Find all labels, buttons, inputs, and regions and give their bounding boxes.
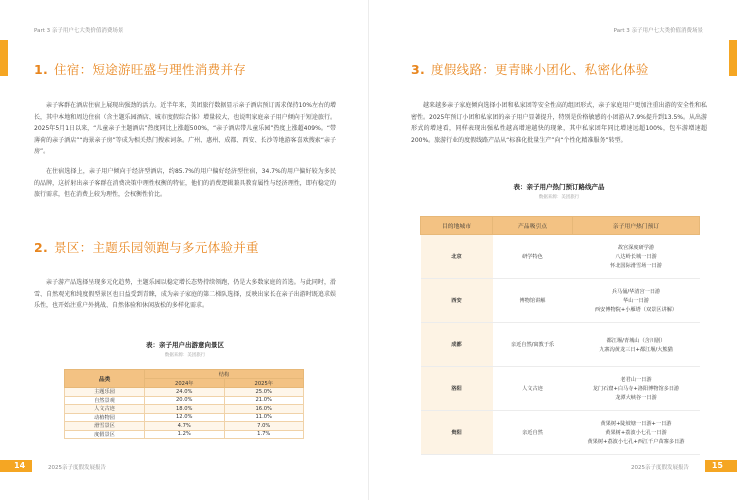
- table-cell-routes: [573, 279, 700, 323]
- table-cell-category: 度假景区: [65, 430, 145, 439]
- table-cell-city: 成都: [421, 323, 493, 367]
- route-item: 龙门石窟+白马寺+洛阳博物馆多日游: [592, 386, 680, 392]
- table-cell-2025: 11.0%: [224, 413, 304, 422]
- table-cell-routes: [573, 411, 700, 455]
- table-cell-routes: [573, 323, 700, 367]
- table-cell-feature: 博物馆讲解: [493, 279, 573, 323]
- table-row: [65, 430, 304, 439]
- route-item: 兵马俑/华清宫一日游: [611, 289, 661, 295]
- route-item: 八达岭长城一日游: [615, 254, 657, 260]
- route-item: 九寨沟黄龙三日+都江堰/大熊猫: [599, 346, 673, 353]
- table-row: [65, 396, 304, 405]
- table-cell-category: 动植物园: [65, 413, 145, 422]
- table-row: [421, 411, 700, 455]
- left-page: [0, 0, 368, 500]
- section-3-paragraph-1: 越来越多亲子家庭倾向选择小团和私家团等安全性高的组团形式，亲子家庭用户更加注重出游的安全性和私密性。2025年预订小团和私家团的亲子用户显著提升，特别是价格敏感的小团游从7.9%提升到13.5%。从出游形式的增速看，同样表现出强私性越高增速越快的现象，其中私家团年同比增速远超100%，包车游增速超200%。旅游行业的度假线路产品从“标准化批量生产”向“个性化精准服务”转型。: [411, 102, 707, 144]
- table-2-header-feature: 产品吸引点: [493, 217, 573, 235]
- table-cell-2025: 21.0%: [224, 396, 304, 405]
- table-cell-2024: 18.0%: [145, 405, 225, 414]
- route-item: 华山一日游: [623, 298, 649, 304]
- section-3-heading: 度假线路：更青睐小团化、私密化体验: [431, 62, 649, 77]
- section-2-number: 2.: [34, 240, 49, 255]
- route-item: 故宫深度研学游: [617, 245, 655, 251]
- table-cell-routes: [573, 235, 700, 279]
- page-header-right: Part 3 亲子用户七大类价值消费场景: [613, 28, 703, 34]
- table-cell-category: 主题乐园: [65, 388, 145, 397]
- table-row: [421, 323, 700, 367]
- route-item: 怀北国际滑雪场一日游: [610, 263, 662, 269]
- route-products-table: [420, 216, 700, 455]
- table-2-source: 数据来源：美团旅行: [538, 195, 580, 200]
- route-item: 黄果树+荔波小七孔一日游: [605, 430, 667, 436]
- table-cell-2025: 1.7%: [224, 430, 304, 439]
- table-row: [421, 235, 700, 279]
- table-cell-category: 人文古迹: [65, 405, 145, 414]
- route-item: 黄果树+陡坡塘一日游+一日游: [600, 421, 672, 427]
- table-cell-2025: 7.0%: [224, 422, 304, 431]
- table-cell-2025: 16.0%: [224, 405, 304, 414]
- header-accent-bar: [0, 40, 8, 76]
- section-1-paragraph-1: 亲子客群在酒店住宿上展现出强劲的活力。近半年来，美团旅行数据显示亲子酒店预订需求保持10%左右的增长，其中本地和周边住宿（含主题乐园酒店、城市度假综合体）增量较大，也说明家庭亲子用户倾向于短途旅行。2025年5月1日以来，“儿童亲子主题酒店”热度同比上涨超500%，“亲子酒店带儿童乐园”热度上涨超409%。“带薄荷的亲子酒店”“海景亲子房”等成为相关热门搜索词条。广州、惠州、成都、西安、长沙等地游客喜欢搜索“亲子房”。: [34, 102, 336, 155]
- table-1-header-2025: 2025年: [224, 379, 304, 388]
- table-cell-2024: 1.2%: [145, 430, 225, 439]
- table-2-header-city: 目的地城市: [421, 217, 493, 235]
- table-1-header-category: 品类: [65, 370, 145, 388]
- route-item: 老君山一日游: [620, 377, 652, 383]
- footer-report-title: 2025亲子度假发展报告: [48, 465, 106, 471]
- section-3-number: 3.: [411, 62, 426, 77]
- route-item: 西安博物院+小雁塔（双景区讲解）: [594, 307, 678, 313]
- table-cell-city: 北京: [421, 235, 493, 279]
- table-2-caption: 表：亲子用户热门预订路线产品: [513, 183, 605, 191]
- page-number: 14: [14, 461, 26, 470]
- table-row: [65, 422, 304, 431]
- table-1-header-2024: 2024年: [145, 379, 225, 388]
- route-item: 龙潭大峡谷一日游: [615, 395, 657, 401]
- table-cell-feature: 研学特色: [493, 235, 573, 279]
- table-1-caption: 表：亲子用户出游意向景区: [146, 341, 224, 349]
- table-cell-2024: 4.7%: [145, 422, 225, 431]
- table-cell-2024: 12.0%: [145, 413, 225, 422]
- table-row: [65, 388, 304, 397]
- header-accent-bar: [729, 40, 737, 76]
- section-1-number: 1.: [34, 62, 49, 77]
- table-cell-category: 滑雪景区: [65, 422, 145, 431]
- scenic-intent-table: [64, 369, 304, 439]
- page-number: 15: [711, 461, 723, 470]
- table-1-header-structure: 结构: [145, 370, 304, 379]
- table-cell-feature: 人文古迹: [493, 367, 573, 411]
- route-item: 黄果树+荔波小七孔+西江千户苗寨多日游: [587, 439, 685, 445]
- right-page: [369, 0, 737, 500]
- section-2-heading: 景区：主题乐园领跑与多元体验并重: [54, 240, 259, 255]
- page-header-left: Part 3 亲子用户七大类价值消费场景: [34, 28, 124, 34]
- section-3-title: [411, 60, 649, 78]
- section-2-title: [34, 238, 259, 256]
- section-1-heading: 住宿：短途游旺盛与理性消费并存: [54, 62, 247, 77]
- table-cell-city: 西安: [421, 279, 493, 323]
- table-2-header-routes: 亲子用户热门预订: [573, 217, 700, 235]
- table-1-source: 数据来源：美团旅行: [164, 353, 206, 358]
- table-cell-routes: [573, 367, 700, 411]
- table-cell-category: 自然景观: [65, 396, 145, 405]
- table-cell-2025: 25.0%: [224, 388, 304, 397]
- table-cell-2024: 20.0%: [145, 396, 225, 405]
- table-row: [65, 413, 304, 422]
- section-1-paragraph-2: 在住宿选择上，亲子用户倾向于经济型酒店，约85.7%的用户偏好经济型住宿，34.7%的用户偏好较为多民的品牌，这折射出亲子客群在消费决策中理性权衡的特征，他们的消费逻辑兼具教育属性与经济理性，即有稳定的旅行需求，但在消费上较为理性，会权衡性价比。: [34, 168, 336, 198]
- table-cell-feature: 亲近自然/寓教于乐: [493, 323, 573, 367]
- section-1-title: [34, 60, 246, 78]
- table-row: [421, 279, 700, 323]
- table-cell-feature: 亲近自然: [493, 411, 573, 455]
- footer-report-title: 2025亲子度假发展报告: [631, 465, 689, 471]
- table-cell-2024: 24.0%: [145, 388, 225, 397]
- table-cell-city: 贵阳: [421, 411, 493, 455]
- route-item: 都江堰/青城山（含川剧）: [606, 337, 666, 344]
- table-row: [421, 367, 700, 411]
- table-row: [65, 405, 304, 414]
- section-2-paragraph-1: 亲子游产品选择呈现多元化趋势，主题乐园以稳定增长态势持续领跑，仍是大多数家庭的首选。与此同时，滑雪、自然观光和纯度假型景区也日益受到青睐，成为亲子家庭的第二梯队选择，反映出家长在亲子出游时既追求娱乐性，也开始注重户外挑战、自然体验和休闲放松的多样化需求。: [34, 279, 336, 309]
- table-cell-city: 洛阳: [421, 367, 493, 411]
